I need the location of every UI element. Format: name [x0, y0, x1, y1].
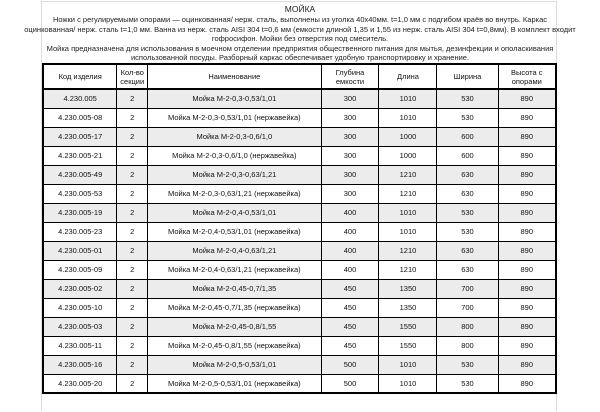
description-line: Ножки с регулируемыми опорами — оцинкованная/ нерж. сталь, выполнены из уголка 40х40мм. t=1,0 мм с подгибом краёв во внутрь. Каркас: [53, 15, 547, 24]
product-description: [0, 15, 600, 63]
cell-section-count: 2: [117, 184, 148, 203]
cell-height: 890: [498, 108, 556, 127]
cell-section-count: 2: [117, 317, 148, 336]
table-row: [43, 127, 556, 146]
cell-product-name: Мойка М-2-0,3-0,63/1,21 (нержавейка): [148, 184, 321, 203]
cell-height: 890: [498, 89, 556, 108]
cell-product-code: 4.230.005-02: [43, 279, 117, 298]
cell-width: 530: [437, 203, 498, 222]
cell-product-code: 4.230.005-01: [43, 241, 117, 260]
cell-width: 630: [437, 260, 498, 279]
cell-length: 1210: [379, 184, 437, 203]
cell-section-count: 2: [117, 298, 148, 317]
cell-height: 890: [498, 241, 556, 260]
cell-height: 890: [498, 184, 556, 203]
table-row: [43, 279, 556, 298]
cell-depth: 300: [321, 165, 379, 184]
cell-depth: 450: [321, 336, 379, 355]
column-header-depth: Глубина емкости: [321, 64, 379, 89]
cell-section-count: 2: [117, 241, 148, 260]
cell-width: 530: [437, 355, 498, 374]
cell-product-name: Мойка М-2-0,45-0,8/1,55: [148, 317, 321, 336]
table-row: [43, 336, 556, 355]
cell-depth: 300: [321, 108, 379, 127]
cell-depth: 300: [321, 184, 379, 203]
cell-length: 1350: [379, 279, 437, 298]
cell-depth: 300: [321, 146, 379, 165]
table-row: [43, 317, 556, 336]
cell-product-name: Мойка М-2-0,5-0,53/1,01 (нержавейка): [148, 374, 321, 393]
cell-product-code: 4.230.005-49: [43, 165, 117, 184]
cell-height: 890: [498, 222, 556, 241]
cell-length: 1010: [379, 374, 437, 393]
table-row: [43, 184, 556, 203]
cell-product-code: 4.230.005-09: [43, 260, 117, 279]
cell-product-code: 4.230.005-10: [43, 298, 117, 317]
cell-height: 890: [498, 260, 556, 279]
cell-product-name: Мойка М-2-0,3-0,53/1,01 (нержавейка): [148, 108, 321, 127]
cell-height: 890: [498, 146, 556, 165]
cell-height: 890: [498, 336, 556, 355]
cell-length: 1000: [379, 127, 437, 146]
cell-height: 890: [498, 317, 556, 336]
table-row: [43, 203, 556, 222]
cell-width: 630: [437, 184, 498, 203]
table-row: [43, 298, 556, 317]
cell-width: 700: [437, 298, 498, 317]
cell-section-count: 2: [117, 336, 148, 355]
cell-product-name: Мойка М-2-0,3-0,53/1,01: [148, 89, 321, 108]
cell-section-count: 2: [117, 89, 148, 108]
column-header-length: Длина: [379, 64, 437, 89]
description-line: Мойка предназначена для использования в моечном отделении предприятия общественного питания для мытья, дезинфекции и ополаскивания: [46, 43, 554, 53]
cell-height: 890: [498, 374, 556, 393]
cell-depth: 400: [321, 222, 379, 241]
cell-depth: 400: [321, 241, 379, 260]
cell-depth: 300: [321, 127, 379, 146]
column-header-section-count: Кол-во секции: [117, 64, 148, 89]
table-row: [43, 374, 556, 393]
cell-width: 700: [437, 279, 498, 298]
cell-product-name: Мойка М-2-0,45-0,8/1,55 (нержавейка): [148, 336, 321, 355]
cell-width: 530: [437, 108, 498, 127]
cell-product-code: 4.230.005-17: [43, 127, 117, 146]
cell-length: 1550: [379, 317, 437, 336]
cell-width: 800: [437, 336, 498, 355]
cell-product-code: 4.230.005-11: [43, 336, 117, 355]
cell-height: 890: [498, 203, 556, 222]
cell-width: 530: [437, 374, 498, 393]
table-row: [43, 355, 556, 374]
cell-product-name: Мойка М-2-0,5-0,53/1,01: [148, 355, 321, 374]
cell-depth: 300: [321, 89, 379, 108]
table-row: [43, 146, 556, 165]
cell-length: 1010: [379, 355, 437, 374]
cell-section-count: 2: [117, 165, 148, 184]
cell-length: 1550: [379, 336, 437, 355]
page-title: МОЙКА: [284, 4, 316, 14]
cell-product-name: Мойка М-2-0,3-0,6/1,0 (нержавейка): [148, 146, 321, 165]
cell-product-code: 4.230.005-53: [43, 184, 117, 203]
cell-product-code: 4.230.005-21: [43, 146, 117, 165]
cell-width: 800: [437, 317, 498, 336]
cell-length: 1000: [379, 146, 437, 165]
cell-depth: 400: [321, 203, 379, 222]
cell-section-count: 2: [117, 222, 148, 241]
description-line: использованной посуды. Разборный каркас обеспечивает удобную транспортировку и хранение.: [130, 53, 470, 63]
table-row: [43, 241, 556, 260]
cell-product-name: Мойка М-2-0,4-0,63/1,21 (нержавейка): [148, 260, 321, 279]
table-row: [43, 260, 556, 279]
cell-product-name: Мойка М-2-0,4-0,53/1,01 (нержавейка): [148, 222, 321, 241]
description-line: гофросифон. Мойки без отверстия под смеситель.: [211, 34, 389, 44]
cell-section-count: 2: [117, 260, 148, 279]
cell-length: 1010: [379, 203, 437, 222]
cell-depth: 400: [321, 260, 379, 279]
cell-product-name: Мойка М-2-0,3-0,63/1,21: [148, 165, 321, 184]
cell-product-code: 4.230.005-19: [43, 203, 117, 222]
cell-height: 890: [498, 165, 556, 184]
cell-section-count: 2: [117, 374, 148, 393]
cell-product-code: 4.230.005-08: [43, 108, 117, 127]
cell-height: 890: [498, 298, 556, 317]
cell-section-count: 2: [117, 127, 148, 146]
cell-width: 530: [437, 89, 498, 108]
cell-length: 1210: [379, 260, 437, 279]
cell-section-count: 2: [117, 279, 148, 298]
column-header-product-name: Наименование: [148, 64, 321, 89]
cell-product-name: Мойка М-2-0,3-0,6/1,0: [148, 127, 321, 146]
cell-width: 630: [437, 165, 498, 184]
cell-depth: 450: [321, 298, 379, 317]
cell-height: 890: [498, 355, 556, 374]
cell-product-code: 4.230.005-20: [43, 374, 117, 393]
cell-product-name: Мойка М-2-0,4-0,53/1,01: [148, 203, 321, 222]
cell-depth: 450: [321, 317, 379, 336]
cell-length: 1010: [379, 222, 437, 241]
column-header-height: Высота с опорами: [498, 64, 556, 89]
cell-length: 1010: [379, 89, 437, 108]
cell-height: 890: [498, 279, 556, 298]
cell-section-count: 2: [117, 203, 148, 222]
description-line: оцинкованная/ нерж. сталь t=1,0 мм. Ванна из нерж. сталь AISI 304 t=0,6 мм (емкости длиной 1,35 и 1,55 из нерж. сталь AISI 304 t=0,8мм). В комплект входит: [24, 24, 576, 34]
cell-product-name: Мойка М-2-0,45-0,7/1,35: [148, 279, 321, 298]
cell-product-code: 4.230.005-16: [43, 355, 117, 374]
cell-length: 1210: [379, 165, 437, 184]
cell-section-count: 2: [117, 355, 148, 374]
cell-width: 600: [437, 146, 498, 165]
document-header: [0, 0, 600, 63]
column-header-width: Ширина: [437, 64, 498, 89]
table-row: [43, 108, 556, 127]
column-header-product-code: Код изделия: [43, 64, 117, 89]
cell-width: 630: [437, 241, 498, 260]
cell-length: 1210: [379, 241, 437, 260]
table-header-row: [43, 64, 556, 89]
cell-product-name: Мойка М-2-0,4-0,63/1,21: [148, 241, 321, 260]
table-row: [43, 165, 556, 184]
cell-width: 600: [437, 127, 498, 146]
cell-product-code: 4.230.005: [43, 89, 117, 108]
cell-product-code: 4.230.005-03: [43, 317, 117, 336]
cell-depth: 450: [321, 279, 379, 298]
cell-depth: 500: [321, 355, 379, 374]
cell-length: 1350: [379, 298, 437, 317]
cell-product-code: 4.230.005-23: [43, 222, 117, 241]
product-table: [42, 63, 557, 394]
table-row: [43, 222, 556, 241]
cell-section-count: 2: [117, 146, 148, 165]
cell-length: 1010: [379, 108, 437, 127]
cell-product-name: Мойка М-2-0,45-0,7/1,35 (нержавейка): [148, 298, 321, 317]
table-row: [43, 89, 556, 108]
cell-section-count: 2: [117, 108, 148, 127]
table-body: [43, 89, 556, 393]
cell-depth: 500: [321, 374, 379, 393]
cell-height: 890: [498, 127, 556, 146]
cell-width: 530: [437, 222, 498, 241]
